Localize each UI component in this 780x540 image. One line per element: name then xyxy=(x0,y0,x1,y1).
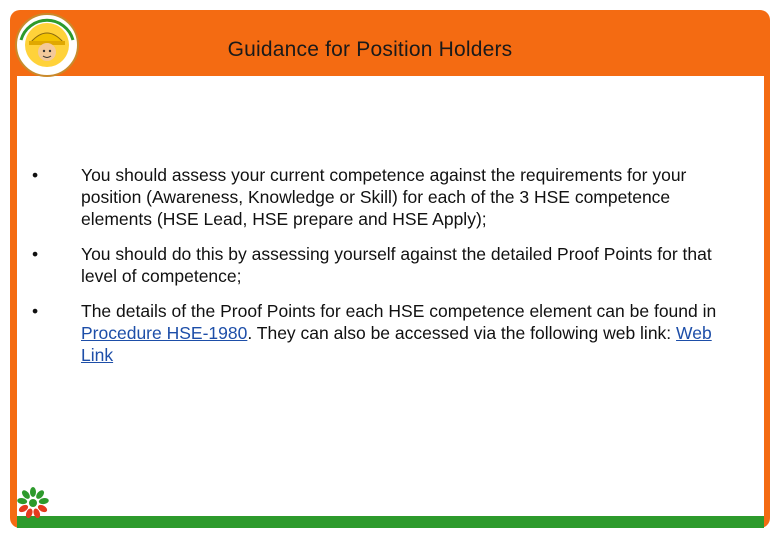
footer-bar xyxy=(17,516,764,528)
bullet-list xyxy=(26,164,726,379)
company-logo-icon xyxy=(14,486,52,520)
bullet-text: The details of the Proof Points for each HSE competence element can be found in xyxy=(81,301,717,321)
safety-logo-icon xyxy=(11,12,83,78)
bullet-text: You should do this by assessing yourself against the detailed Proof Points for that level of competence; xyxy=(81,244,712,286)
bullet-icon: • xyxy=(32,301,39,321)
page-title: Guidance for Position Holders xyxy=(227,38,513,61)
web-link[interactable]: Web Link xyxy=(81,323,712,365)
list-item xyxy=(26,300,726,366)
bullet-text: You should assess your current competence against the requirements for your position (Awareness, Knowledge or Skill) for each of the 3 HSE competence elements (HSE Lead, HSE prepare and HSE Apply); xyxy=(81,165,687,229)
procedure-link[interactable]: Procedure HSE-1980 xyxy=(81,323,248,343)
bullet-icon: • xyxy=(32,165,39,185)
bullet-icon: • xyxy=(32,244,39,264)
list-item xyxy=(26,164,726,230)
list-item xyxy=(26,243,726,287)
bullet-text: . They can also be accessed via the following web link: xyxy=(247,323,672,343)
